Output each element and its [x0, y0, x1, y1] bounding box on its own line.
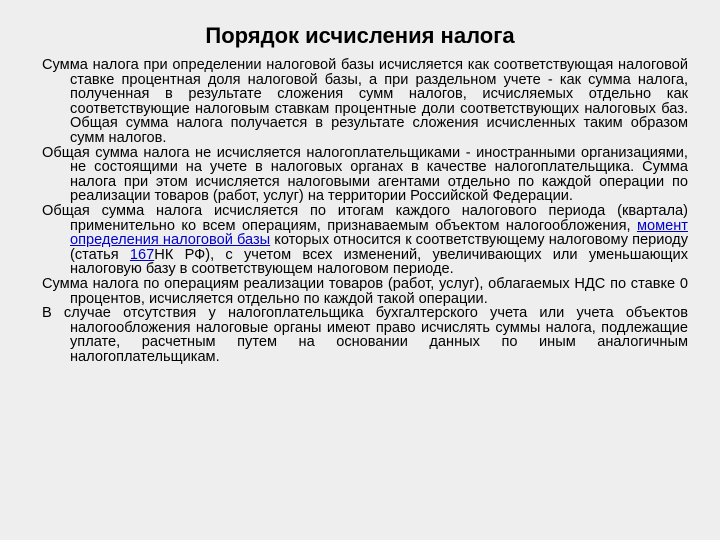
paragraph-text-segment: НК РФ), с учетом всех изменений, увеличивающих или уменьшающих налоговую базу в соответствующем налоговом периоде. — [70, 246, 689, 278]
link-article-167[interactable]: 167 — [129, 246, 155, 263]
paragraph-tax-amount: Сумма налога при определении налоговой базы исчисляется как соответствующая налоговой ставке процентная доля налоговой базы, а при раздельном учете - как сумма налога, полученная в результате сложения сумм налогов, исчисляемых отдельно как соответствующие налоговым ставкам процентные доли соответствующих налоговых баз. Общая сумма налога получается в результате сложения исчисленных таким образом сумм налогов. — [42, 57, 688, 146]
content-body — [42, 58, 688, 364]
paragraph-zero-rate: Сумма налога по операциям реализации товаров (работ, услуг), облагаемых НДС по ставке 0 процентов, исчисляется отдельно по каждой такой операции. — [42, 275, 688, 307]
link-tax-base-moment[interactable]: момент определения налоговой базы — [70, 217, 688, 249]
paragraph-tax-period — [42, 204, 688, 277]
paragraph-text-segment: Общая сумма налога исчисляется по итогам каждого налогового периода (квартала) применительно ко всем операциям, признаваемым объектом налогообложения, — [42, 202, 688, 234]
paragraph-foreign-organizations: Общая сумма налога не исчисляется налогоплательщиками - иностранными организациями, не состоящими на учете в налоговых органах в качестве налогоплательщика. Сумма налога при этом исчисляется налоговыми агентами отдельно по каждой операции по реализации товаров (работ, услуг) на территории Российской Федерации. — [42, 144, 688, 205]
page-title: Порядок исчисления налога — [205, 23, 515, 48]
paragraph-text-segment: которых относится к соответствующему налоговому периоду (статья — [70, 232, 688, 263]
paragraph-no-accounting: В случае отсутствия у налогоплательщика бухгалтерского учета или учета объектов налогообложения налоговые органы имеют право исчислять суммы налога, подлежащие уплате, расчетным путем на основании данных по иным аналогичным налогоплательщикам. — [42, 305, 688, 365]
